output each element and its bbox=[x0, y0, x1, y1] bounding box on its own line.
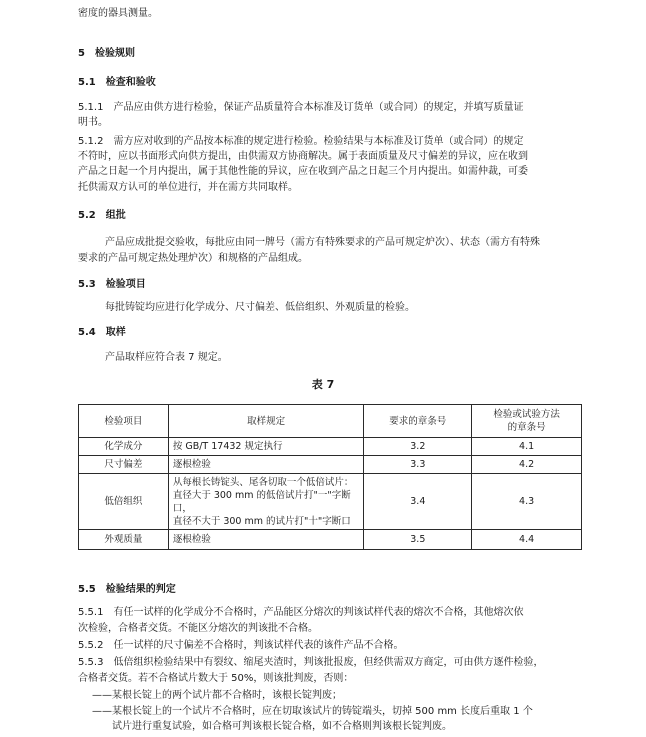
table-cell: 低倍组织 bbox=[79, 474, 169, 530]
table-row bbox=[79, 474, 582, 530]
paragraph-line: 5.5.1 有任一试样的化学成分不合格时，产品能区分熔次的判该试样代表的熔次不合格，其他熔次依 bbox=[78, 607, 524, 618]
table-cell: 尺寸偏差 bbox=[79, 456, 169, 474]
section-heading-5-2: 5.2 组批 bbox=[78, 210, 126, 221]
section-heading-5-4: 5.4 取样 bbox=[78, 327, 126, 338]
table-cell: 4.2 bbox=[472, 456, 582, 474]
table-caption: 表 7 bbox=[311, 378, 335, 391]
bullet-item-continued: 试片进行重复试验，如合格可判该根长锭合格，如不合格则判该根长锭判废。 bbox=[112, 721, 452, 732]
paragraph-line: 次检验，合格者交货。不能区分熔次的判该批不合格。 bbox=[78, 623, 318, 634]
header-cell: 检验或试验方法 的章条号 bbox=[472, 405, 582, 438]
paragraph-line: 5.5.2 任一试样的尺寸偏差不合格时，判该试样代表的该件产品不合格。 bbox=[78, 640, 404, 651]
paragraph-line: 产品取样应符合表 7 规定。 bbox=[105, 352, 228, 363]
cell-line: 从每根长铸锭头、尾各切取一个低倍试片： bbox=[172, 476, 354, 488]
paragraph-line: 产品之日起一个月内提出，属于其他性能的异议，应在收到产品之日起三个月内提出。如需仲裁，可委 bbox=[78, 166, 528, 177]
header-cell: 取样规定 bbox=[168, 405, 364, 438]
paragraph-line: 不符时，应以书面形式向供方提出，由供需双方协商解决。属于表面质量及尺寸偏差的异议，应在收到 bbox=[78, 151, 528, 162]
header-cell: 检验项目 bbox=[79, 405, 169, 438]
section-heading-5-1: 5.1 检查和验收 bbox=[78, 77, 156, 88]
paragraph-line: 5.5.3 低倍组织检验结果中有裂纹、缩尾夹渣时，判该批报废，但经供需双方商定，可由供方逐件检验， bbox=[78, 657, 544, 668]
table-cell: 按 GB/T 17432 规定执行 bbox=[168, 438, 364, 456]
paragraph-line: 合格者交货。若不合格试片数大于 50%，则该批判废，否则： bbox=[78, 673, 354, 684]
paragraph-line: 5.1.1 产品应由供方进行检验，保证产品质量符合本标准及订货单（或合同）的规定，并填写质量证 bbox=[78, 102, 524, 113]
table-cell: 4.1 bbox=[472, 438, 582, 456]
table-row bbox=[79, 530, 582, 550]
cell-line: 直径大于 300 mm 的低倍试片打"一"字断口， bbox=[172, 489, 351, 514]
table-cell: 逐根检验 bbox=[168, 530, 364, 550]
paragraph-line: 密度的器具测量。 bbox=[78, 8, 158, 19]
table-cell: 4.3 bbox=[472, 474, 582, 530]
section-heading-5-3: 5.3 检验项目 bbox=[78, 279, 146, 290]
table-cell: 外观质量 bbox=[79, 530, 169, 550]
table-row bbox=[79, 438, 582, 456]
table-row bbox=[79, 456, 582, 474]
paragraph-line: 产品应成批提交验收，每批应由同一牌号（需方有特殊要求的产品可规定炉次）、状态（需方有特殊 bbox=[105, 237, 540, 248]
table-cell: 4.4 bbox=[472, 530, 582, 550]
paragraph-line: 要求的产品可规定热处理炉次）和规格的产品组成。 bbox=[78, 253, 308, 264]
cell-line: 直径不大于 300 mm 的试片打"十"字断口 bbox=[172, 515, 351, 527]
table-cell: 3.2 bbox=[364, 438, 472, 456]
table-cell: 3.3 bbox=[364, 456, 472, 474]
paragraph-line: 每批铸锭均应进行化学成分、尺寸偏差、低倍组织、外观质量的检验。 bbox=[105, 302, 415, 313]
sampling-table bbox=[78, 404, 582, 550]
paragraph-line: 5.1.2 需方应对收到的产品按本标准的规定进行检验。检验结果与本标准及订货单（或合同）的规定 bbox=[78, 136, 524, 147]
paragraph-line: 明书。 bbox=[78, 117, 108, 128]
bullet-item: ——某根长锭上的一个试片不合格时，应在切取该试片的铸锭端头，切掉 500 mm 长度后重取 1 个 bbox=[92, 706, 533, 717]
section-heading-5: 5 检验规则 bbox=[78, 48, 135, 59]
table-cell: 3.5 bbox=[364, 530, 472, 550]
table-header-row bbox=[79, 405, 582, 438]
table-cell: 逐根检验 bbox=[168, 456, 364, 474]
bullet-item: ——某根长锭上的两个试片都不合格时，该根长锭判废； bbox=[92, 690, 342, 701]
section-heading-5-5: 5.5 检验结果的判定 bbox=[78, 584, 176, 595]
header-cell: 要求的章条号 bbox=[364, 405, 472, 438]
table-cell: 化学成分 bbox=[79, 438, 169, 456]
paragraph-line: 托供需双方认可的单位进行，并在需方共同取样。 bbox=[78, 182, 298, 193]
table-cell: 3.4 bbox=[364, 474, 472, 530]
table-cell bbox=[168, 474, 364, 530]
